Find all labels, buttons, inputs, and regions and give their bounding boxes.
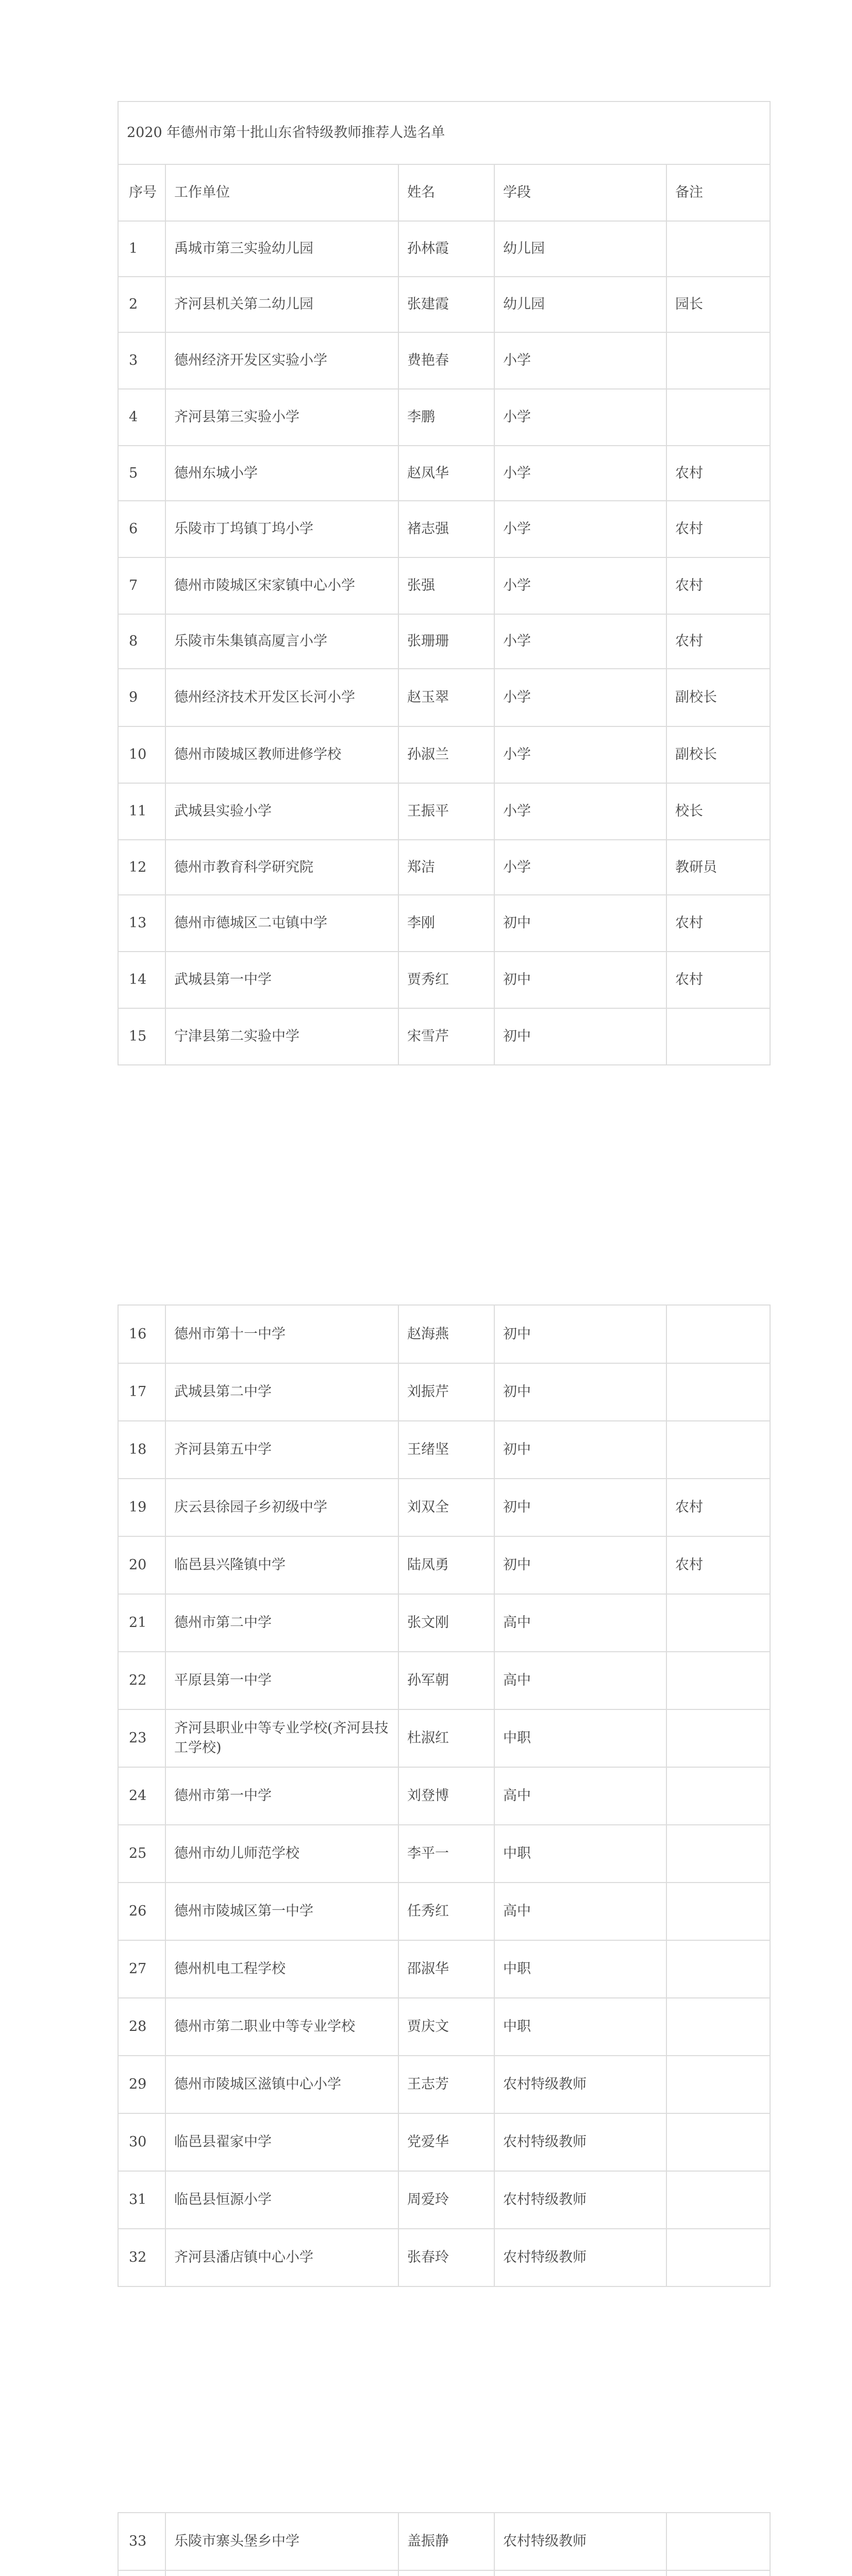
row-note [666, 2570, 770, 2576]
row-unit: 德州经济开发区实验小学 [165, 332, 398, 389]
row-name: 张春玲 [398, 2229, 494, 2286]
row-stage: 小学 [494, 840, 666, 895]
table-row [118, 669, 770, 726]
row-unit: 德州市陵城区教师进修学校 [165, 726, 398, 783]
row-unit: 德州东城小学 [165, 446, 398, 501]
row-note: 园长 [666, 277, 770, 332]
table-row [118, 2113, 770, 2171]
table-row [118, 1825, 770, 1883]
row-no: 9 [118, 669, 165, 726]
recommendation-table-part-1 [118, 101, 771, 1065]
header-name: 姓名 [398, 164, 494, 221]
row-note [666, 1363, 770, 1421]
table-row [118, 2513, 770, 2570]
row-name: 贾秀红 [398, 952, 494, 1008]
row-name: 王振平 [398, 783, 494, 840]
row-name: 杜淑红 [398, 1709, 494, 1767]
row-unit: 临邑县兴隆镇中学 [165, 1536, 398, 1594]
row-note [666, 332, 770, 389]
row-note [666, 1767, 770, 1825]
row-unit: 平原县第一中学 [165, 1652, 398, 1709]
row-note [666, 1305, 770, 1363]
row-note: 教研员 [666, 840, 770, 895]
row-stage: 小学 [494, 669, 666, 726]
row-no: 8 [118, 614, 165, 669]
row-no: 14 [118, 952, 165, 1008]
table-title-row [118, 101, 770, 164]
row-unit: 武城县第二中学 [165, 1363, 398, 1421]
table-row [118, 1883, 770, 1940]
row-unit: 德州市第一中学 [165, 1767, 398, 1825]
row-note: 农村 [666, 557, 770, 614]
row-name: 王绪坚 [398, 1421, 494, 1479]
row-note [666, 1883, 770, 1940]
row-no: 20 [118, 1536, 165, 1594]
row-name: 刘双全 [398, 1479, 494, 1536]
row-name: 王志芳 [398, 2056, 494, 2113]
row-note [666, 2229, 770, 2286]
row-name: 孙淑兰 [398, 726, 494, 783]
table-row [118, 1479, 770, 1536]
table-row [118, 726, 770, 783]
row-no: 18 [118, 1421, 165, 1479]
row-note: 农村 [666, 446, 770, 501]
row-no: 3 [118, 332, 165, 389]
row-name: 赵海燕 [398, 1305, 494, 1363]
row-stage [494, 2570, 666, 2576]
table-row [118, 895, 770, 952]
header-unit: 工作单位 [165, 164, 398, 221]
row-name: 赵凤华 [398, 446, 494, 501]
row-note: 农村 [666, 501, 770, 557]
table-row [118, 277, 770, 332]
table-row [118, 1998, 770, 2056]
row-name: 赵玉翠 [398, 669, 494, 726]
row-stage: 幼儿园 [494, 221, 666, 277]
row-note [666, 1008, 770, 1065]
row-unit: 齐河县潘店镇中心小学 [165, 2229, 398, 2286]
row-unit: 庆云县徐园子乡初级中学 [165, 1479, 398, 1536]
row-no: 24 [118, 1767, 165, 1825]
row-name: 贾庆文 [398, 1998, 494, 2056]
row-name: 李平一 [398, 1825, 494, 1883]
row-stage: 中职 [494, 1998, 666, 2056]
row-name: 张建霞 [398, 277, 494, 332]
row-name [398, 2570, 494, 2576]
row-no: 15 [118, 1008, 165, 1065]
row-stage: 小学 [494, 557, 666, 614]
row-stage: 高中 [494, 1652, 666, 1709]
row-stage: 初中 [494, 1479, 666, 1536]
row-stage: 小学 [494, 446, 666, 501]
table-row [118, 1536, 770, 1594]
row-stage: 中职 [494, 1709, 666, 1767]
row-name: 盖振静 [398, 2513, 494, 2570]
row-name: 周爱玲 [398, 2171, 494, 2229]
row-no: 27 [118, 1940, 165, 1998]
table-row [118, 2229, 770, 2286]
row-stage: 农村特级教师 [494, 2171, 666, 2229]
row-stage: 初中 [494, 952, 666, 1008]
row-unit: 德州市陵城区宋家镇中心小学 [165, 557, 398, 614]
row-note: 副校长 [666, 669, 770, 726]
row-note: 副校长 [666, 726, 770, 783]
table-row [118, 501, 770, 557]
table-row [118, 783, 770, 840]
row-note [666, 1652, 770, 1709]
table-row [118, 557, 770, 614]
row-name: 张强 [398, 557, 494, 614]
table-row [118, 1305, 770, 1363]
recommendation-table-part-2 [118, 1304, 771, 2287]
row-unit: 德州市第二职业中等专业学校 [165, 1998, 398, 2056]
row-name: 李刚 [398, 895, 494, 952]
table-row [118, 1940, 770, 1998]
table-header-row [118, 164, 770, 221]
row-stage: 农村特级教师 [494, 2113, 666, 2171]
row-note [666, 2056, 770, 2113]
row-note [666, 1998, 770, 2056]
header-stage: 学段 [494, 164, 666, 221]
row-no: 23 [118, 1709, 165, 1767]
row-no: 33 [118, 2513, 165, 2570]
row-unit: 德州市陵城区第一中学 [165, 1883, 398, 1940]
row-no: 2 [118, 277, 165, 332]
row-stage: 农村特级教师 [494, 2229, 666, 2286]
row-no: 13 [118, 895, 165, 952]
row-unit: 武城县实验小学 [165, 783, 398, 840]
row-unit: 乐陵市丁坞镇丁坞小学 [165, 501, 398, 557]
row-unit: 德州市第十一中学 [165, 1305, 398, 1363]
table-row [118, 1652, 770, 1709]
row-name: 孙军朝 [398, 1652, 494, 1709]
table-row [118, 2056, 770, 2113]
row-name: 陆凤勇 [398, 1536, 494, 1594]
row-note [666, 1825, 770, 1883]
row-stage: 小学 [494, 332, 666, 389]
row-no: 6 [118, 501, 165, 557]
row-stage: 小学 [494, 614, 666, 669]
row-stage: 农村特级教师 [494, 2056, 666, 2113]
row-name: 刘振芹 [398, 1363, 494, 1421]
table-row [118, 1709, 770, 1767]
row-note [666, 221, 770, 277]
row-name: 邵淑华 [398, 1940, 494, 1998]
table-row [118, 221, 770, 277]
row-unit: 乐陵市朱集镇高厦言小学 [165, 614, 398, 669]
row-no: 4 [118, 389, 165, 446]
row-unit: 齐河县机关第二幼儿园 [165, 277, 398, 332]
row-unit: 临邑县翟家中学 [165, 2113, 398, 2171]
row-stage: 初中 [494, 1421, 666, 1479]
table-row [118, 614, 770, 669]
row-unit: 德州市德城区二屯镇中学 [165, 895, 398, 952]
table-row [118, 2171, 770, 2229]
table-row [118, 1767, 770, 1825]
row-stage: 中职 [494, 1940, 666, 1998]
row-no: 12 [118, 840, 165, 895]
row-stage: 高中 [494, 1594, 666, 1652]
row-note [666, 2171, 770, 2229]
table-row [118, 2570, 770, 2576]
row-stage: 高中 [494, 1883, 666, 1940]
row-stage: 幼儿园 [494, 277, 666, 332]
row-name: 郑洁 [398, 840, 494, 895]
row-no: 29 [118, 2056, 165, 2113]
row-unit: 德州经济技术开发区长河小学 [165, 669, 398, 726]
row-no: 32 [118, 2229, 165, 2286]
row-unit: 德州市陵城区滋镇中心小学 [165, 2056, 398, 2113]
row-no: 31 [118, 2171, 165, 2229]
row-unit: 宁津县第二实验中学 [165, 1008, 398, 1065]
recommendation-table-part-3 [118, 2512, 771, 2576]
row-note: 农村 [666, 895, 770, 952]
row-stage: 小学 [494, 783, 666, 840]
table-row [118, 952, 770, 1008]
table-row [118, 840, 770, 895]
table-row [118, 1008, 770, 1065]
row-no [118, 2570, 165, 2576]
row-name: 任秀红 [398, 1883, 494, 1940]
header-note: 备注 [666, 164, 770, 221]
row-note [666, 1421, 770, 1479]
row-stage: 初中 [494, 1008, 666, 1065]
row-stage: 农村特级教师 [494, 2513, 666, 2570]
row-stage: 初中 [494, 1305, 666, 1363]
row-unit [165, 2570, 398, 2576]
row-no: 21 [118, 1594, 165, 1652]
row-no: 30 [118, 2113, 165, 2171]
header-no: 序号 [118, 164, 165, 221]
row-name: 宋雪芹 [398, 1008, 494, 1065]
row-no: 1 [118, 221, 165, 277]
row-name: 褚志强 [398, 501, 494, 557]
row-name: 张文刚 [398, 1594, 494, 1652]
row-name: 李鹏 [398, 389, 494, 446]
row-note: 农村 [666, 1479, 770, 1536]
row-stage: 初中 [494, 1363, 666, 1421]
row-unit: 德州市幼儿师范学校 [165, 1825, 398, 1883]
row-note [666, 2113, 770, 2171]
row-no: 7 [118, 557, 165, 614]
row-note: 农村 [666, 1536, 770, 1594]
row-stage: 初中 [494, 1536, 666, 1594]
row-name: 刘登博 [398, 1767, 494, 1825]
row-note [666, 389, 770, 446]
row-stage: 高中 [494, 1767, 666, 1825]
row-unit: 德州市第二中学 [165, 1594, 398, 1652]
table-row [118, 1363, 770, 1421]
row-unit: 德州市教育科学研究院 [165, 840, 398, 895]
row-unit: 临邑县恒源小学 [165, 2171, 398, 2229]
row-note [666, 1940, 770, 1998]
row-no: 5 [118, 446, 165, 501]
table-row [118, 1421, 770, 1479]
row-unit: 齐河县第三实验小学 [165, 389, 398, 446]
row-no: 16 [118, 1305, 165, 1363]
row-stage: 小学 [494, 726, 666, 783]
row-note [666, 1709, 770, 1767]
document-title: 2020 年德州市第十批山东省特级教师推荐人选名单 [118, 101, 770, 164]
table-row [118, 332, 770, 389]
row-no: 28 [118, 1998, 165, 2056]
row-note: 农村 [666, 952, 770, 1008]
row-no: 10 [118, 726, 165, 783]
table-row [118, 446, 770, 501]
row-stage: 小学 [494, 389, 666, 446]
row-note: 校长 [666, 783, 770, 840]
row-name: 孙林霞 [398, 221, 494, 277]
row-stage: 初中 [494, 895, 666, 952]
row-no: 26 [118, 1883, 165, 1940]
row-unit: 乐陵市寨头堡乡中学 [165, 2513, 398, 2570]
row-unit: 禹城市第三实验幼儿园 [165, 221, 398, 277]
row-unit: 武城县第一中学 [165, 952, 398, 1008]
row-no: 25 [118, 1825, 165, 1883]
row-stage: 中职 [494, 1825, 666, 1883]
row-note [666, 2513, 770, 2570]
row-unit: 德州机电工程学校 [165, 1940, 398, 1998]
row-name: 党爱华 [398, 2113, 494, 2171]
row-no: 17 [118, 1363, 165, 1421]
row-name: 费艳春 [398, 332, 494, 389]
row-name: 张珊珊 [398, 614, 494, 669]
table-row [118, 1594, 770, 1652]
row-unit: 齐河县职业中等专业学校(齐河县技工学校) [165, 1709, 398, 1767]
table-row [118, 389, 770, 446]
row-note: 农村 [666, 614, 770, 669]
row-unit: 齐河县第五中学 [165, 1421, 398, 1479]
row-no: 19 [118, 1479, 165, 1536]
row-note [666, 1594, 770, 1652]
row-stage: 小学 [494, 501, 666, 557]
row-no: 22 [118, 1652, 165, 1709]
row-no: 11 [118, 783, 165, 840]
